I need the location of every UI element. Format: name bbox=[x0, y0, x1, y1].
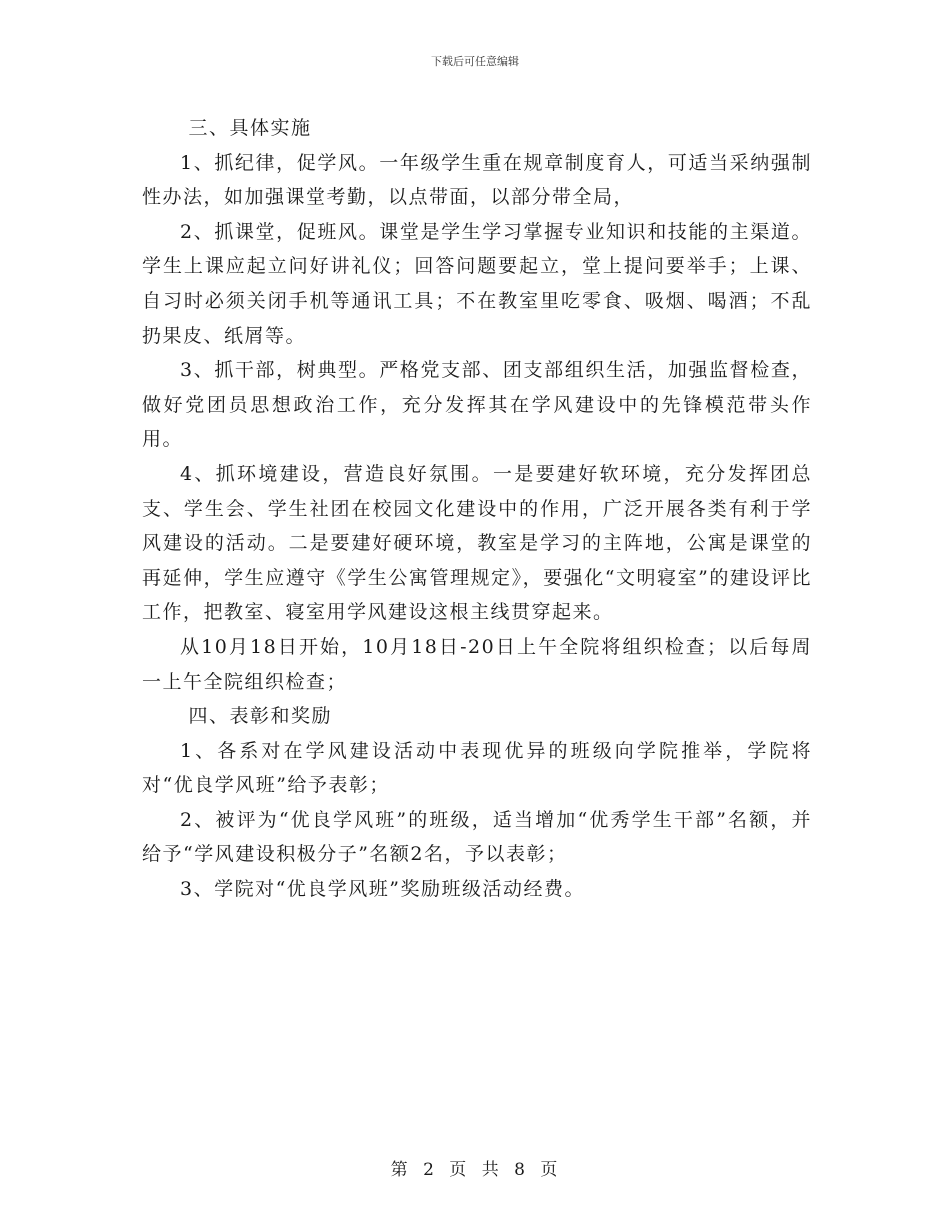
paragraph-award-2: 2、被评为“优良学风班”的班级，适当增加“优秀学生干部”名额，并给予“学风建设积极分子”名额2名，予以表彰； bbox=[142, 808, 812, 866]
document-body bbox=[142, 111, 812, 907]
paragraph-inspection-schedule: 从10月18日开始，10月18日-20日上午全院将组织检查；以后每周一上午全院组织检查； bbox=[142, 635, 812, 693]
page-number: 第 2 页 共 8 页 bbox=[390, 1160, 560, 1180]
section-heading-implementation: 三、具体实施 bbox=[188, 117, 312, 139]
section-heading-awards: 四、表彰和奖励 bbox=[188, 705, 333, 728]
paragraph-discipline: 1、抓纪律，促学风。一年级学生重在规章制度育人，可适当采纳强制性办法，如加强课堂考勤，以点带面，以部分带全局， bbox=[142, 151, 812, 209]
paragraph-award-3: 3、学院对“优良学风班”奖励班级活动经费。 bbox=[180, 878, 586, 901]
paragraph-classroom: 2、抓课堂，促班风。课堂是学生学习掌握专业知识和技能的主渠道。学生上课应起立问好讲礼仪；回答问题要起立，堂上提问要举手；上课、自习时必须关闭手机等通讯工具；不在教室里吃零食、吸烟、喝酒；不乱扔果皮、纸屑等。 bbox=[142, 220, 812, 347]
paragraph-cadres: 3、抓干部，树典型。严格党支部、团支部组织生活，加强监督检查，做好党团员思想政治工作，充分发挥其在学风建设中的先锋模范带头作用。 bbox=[142, 359, 812, 451]
paragraph-environment: 4、抓环境建设，营造良好氛围。一是要建好软环境，充分发挥团总支、学生会、学生社团在校园文化建设中的作用，广泛开展各类有利于学风建设的活动。二是要建好硬环境，教室是学习的主阵地，公寓是课堂的再延伸，学生应遵守《学生公寓管理规定》，要强化“文明寝室”的建设评比工作，把教室、寝室用学风建设这根主线贯穿起来。 bbox=[142, 462, 812, 624]
header-note: 下载后可任意编辑 bbox=[431, 55, 519, 68]
paragraph-award-1: 1、各系对在学风建设活动中表现优异的班级向学院推举，学院将对“优良学风班”给予表彰； bbox=[142, 739, 812, 797]
